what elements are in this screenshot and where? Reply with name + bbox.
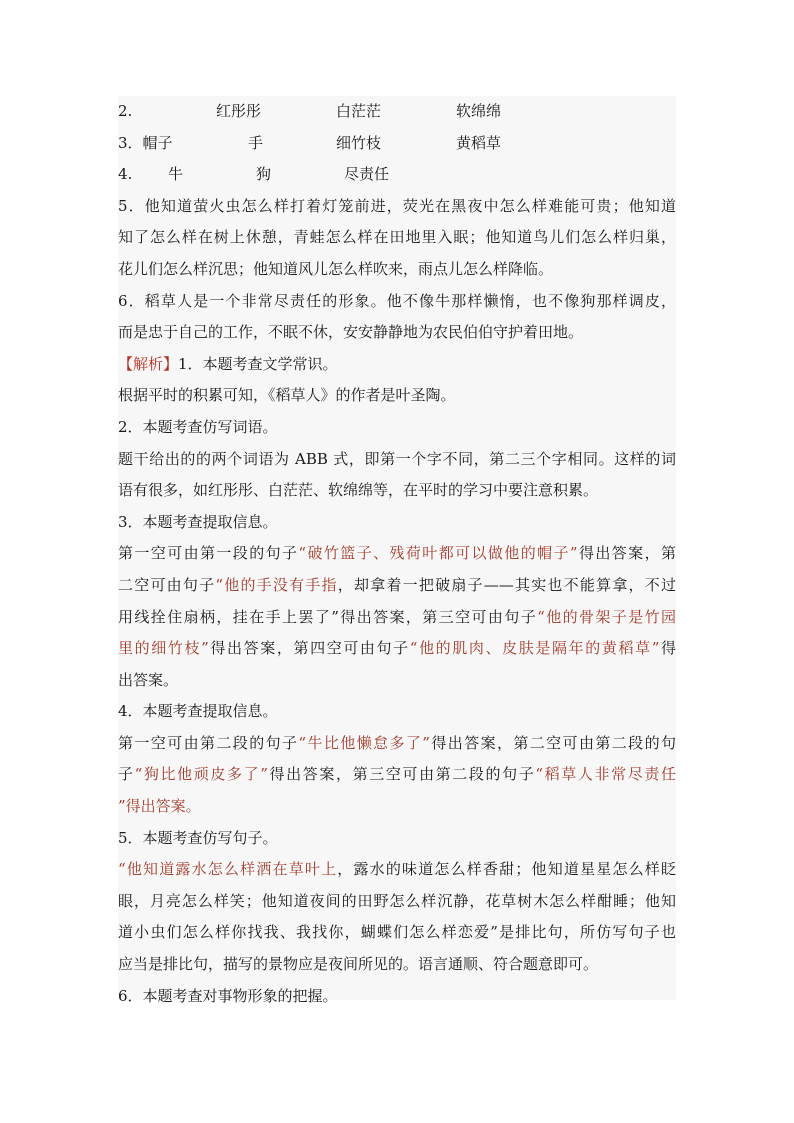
analysis-text: 道小虫们怎么样你找我、我找你，蝴蝶们怎么样恋爱”是排比句，所仿写句子也: [118, 923, 676, 942]
text-span: 得: [659, 639, 676, 658]
quote-span: “牛比他懒怠多了”: [298, 733, 430, 752]
answer-line-5: 知了怎么样在树上休憩，青蛙怎么样在田地里入眠；他知道鸟儿们怎么样归巢，: [118, 228, 676, 247]
text-span: 得出答案，第四空可由句子: [208, 639, 410, 658]
answer-word: 白茫茫: [336, 102, 382, 120]
answer-word: 软绵绵: [456, 102, 502, 120]
text-span: 第一空可由第二段的句子: [118, 733, 299, 752]
analysis-text: 题干给出的的两个词语为 ABB 式，即第一个字不同，第二三个字相同。这样的词: [118, 449, 676, 468]
answer-word: 尽责任: [344, 165, 390, 184]
answer-word: 黄稻草: [456, 133, 502, 152]
question-title: 2．本题考查仿写词语。: [118, 417, 278, 436]
question-title: 4．本题考查提取信息。: [118, 702, 278, 721]
quote-span: “狗比他顽皮多了”: [134, 765, 268, 784]
text-span: 得出答案，第二空可由第二段的句: [429, 733, 676, 752]
answer-line-5: 花儿们怎么样沉思；他知道风儿怎么样吹来，雨点儿怎么样降临。: [118, 259, 554, 278]
text-span: 子: [118, 765, 135, 784]
document-body: [118, 96, 677, 1005]
analysis-text: [118, 728, 676, 760]
answer-number: 2.: [118, 102, 133, 120]
analysis-text: [118, 602, 676, 634]
question-title: 5．本题考查仿写句子。: [118, 828, 278, 847]
answer-word: 细竹枝: [336, 133, 382, 152]
analysis-heading: [118, 349, 676, 381]
analysis-text: [118, 854, 676, 886]
analysis-text: 语有很多，如红彤彤、白茫茫、软绵绵等，在平时的学习中要注意积累。: [118, 481, 599, 500]
text-span: ，却拿着一把破扇子——其实也不能算拿，不过: [337, 575, 676, 594]
text-span: 二空可由句子: [118, 575, 216, 594]
analysis-text: [118, 759, 676, 791]
text-span: 用线拴住扇柄，挂在手上罢了”得出答案，第三空可由句子: [118, 607, 538, 626]
answer-word: 狗: [256, 165, 272, 184]
answer-line-2: [118, 96, 676, 128]
question-title: 6．本题考查对事物形象的把握。: [118, 986, 338, 1005]
quote-span: ”得出答案。: [118, 797, 201, 816]
question-title: 3．本题考查提取信息。: [118, 512, 278, 531]
answer-line-5: 5．他知道萤火虫怎么样打着灯笼前进，荧光在黑夜中怎么样难能可贵；他知道: [118, 196, 676, 215]
quote-span: “稻草人非常尽责任: [535, 765, 676, 784]
text-span: ，露水的味道怎么样香甜；他知道星星怎么样眨: [337, 860, 676, 879]
analysis-text: [118, 570, 676, 602]
analysis-text: [118, 633, 676, 665]
text-span: 得出答案，第: [577, 544, 676, 563]
analysis-text: [118, 791, 676, 823]
quote-span: 里的细竹枝”: [118, 639, 209, 658]
quote-span: “他的手没有手指: [215, 575, 338, 594]
text-span: 第一空可由第一段的句子: [118, 544, 299, 563]
answer-line-6: 而是忠于自己的工作，不眠不休，安安静静地为农民伯伯守护着田地。: [118, 323, 584, 342]
analysis-label: 【解析】: [118, 354, 179, 373]
analysis-text: 眼，月亮怎么样笑；他知道夜间的田野怎么样沉静，花草树木怎么样酣睡；他知: [118, 891, 676, 910]
quote-span: “他的肌肉、皮肤是隔年的黄稻草”: [409, 639, 660, 658]
text-span: 得出答案，第三空可由第二段的句子: [267, 765, 536, 784]
answer-line-4: [118, 159, 676, 191]
quote-span: “破竹篮子、残荷叶都可以做他的帽子”: [298, 544, 578, 563]
answer-number: 4.: [118, 165, 133, 184]
quote-span: “他知道露水怎么样洒在草叶上: [118, 860, 338, 879]
answer-number: 3．帽子: [118, 133, 173, 152]
answer-word: 手: [248, 133, 264, 152]
answer-word: 红彤彤: [216, 102, 262, 120]
question-title: 1．本题考查文学常识。: [178, 354, 338, 373]
quote-span: “他的骨架子是竹园: [537, 607, 677, 626]
answer-line-3: [118, 128, 676, 160]
analysis-text: [118, 538, 676, 570]
analysis-text: 出答案。: [118, 670, 179, 689]
answer-line-6: 6．稻草人是一个非常尽责任的形象。他不像牛那样懒惰，也不像狗那样调皮，: [118, 291, 676, 310]
analysis-text: 应当是排比句，描写的景物应是夜间所见的。语言通顺、符合题意即可。: [118, 955, 599, 974]
answer-word: 牛: [168, 165, 184, 184]
analysis-text: 根据平时的积累可知，《稻草人》的作者是叶圣陶。: [118, 386, 456, 405]
